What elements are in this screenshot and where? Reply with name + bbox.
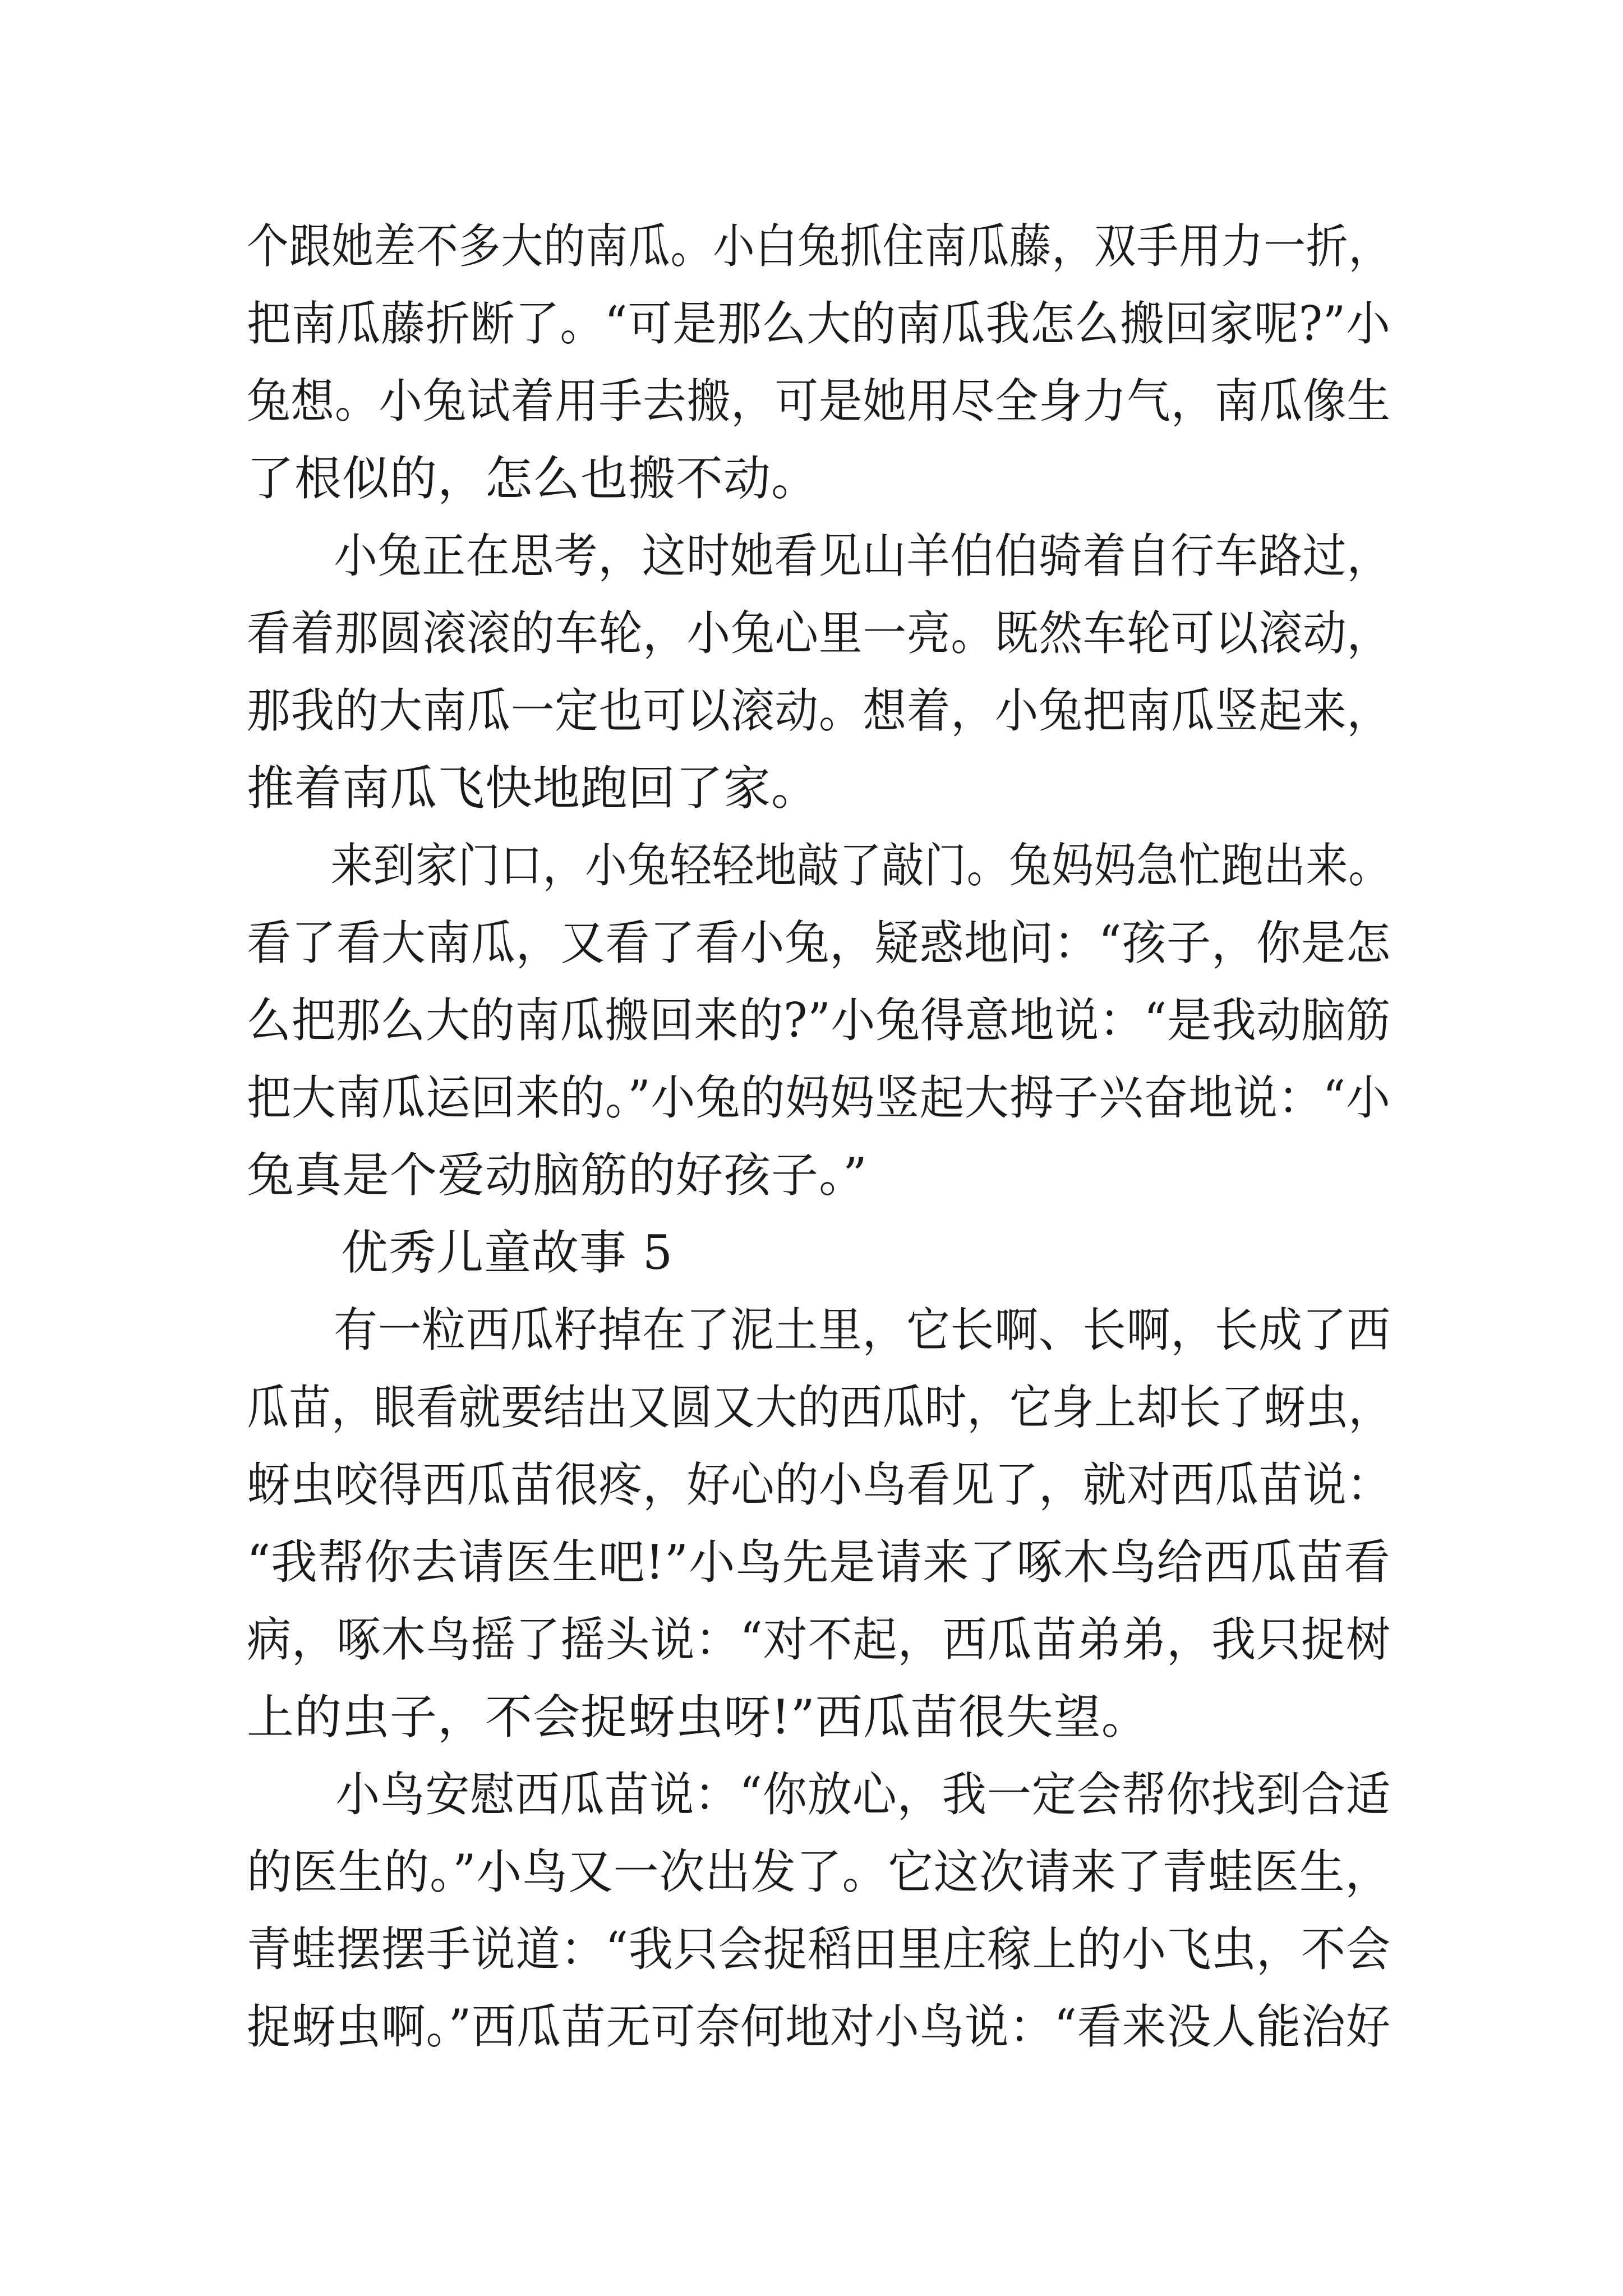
text-line: “我帮你去请医生吧!”小鸟先是请来了啄木鸟给西瓜苗看 xyxy=(247,1535,1391,1590)
text-line: 么把那么大的南瓜搬回来的?”小兔得意地说：“是我动脑筋 xyxy=(247,993,1391,1048)
text-line: 瓜苗，眼看就要结出又圆又大的西瓜时，它身上却长了蚜虫， xyxy=(247,1380,1391,1435)
text-line: 上的虫子，不会捉蚜虫呀!”西瓜苗很失望。 xyxy=(247,1690,1149,1745)
paragraph-start-line: 优秀儿童故事 5 xyxy=(341,1225,674,1280)
text-line: 把大南瓜运回来的。”小兔的妈妈竖起大拇子兴奋地说：“小 xyxy=(247,1070,1391,1125)
text-line: 兔真是个爱动脑筋的好孩子。” xyxy=(247,1148,868,1203)
text-line: 了根似的，怎么也搬不动。 xyxy=(247,451,819,506)
text-line: 病，啄木鸟摇了摇头说：“对不起，西瓜苗弟弟，我只捉树 xyxy=(247,1612,1391,1667)
text-line: 个跟她差不多大的南瓜。小白兔抓住南瓜藤，双手用力一折， xyxy=(247,219,1391,274)
text-line: 看着那圆滚滚的车轮，小兔心里一亮。既然车轮可以滚动， xyxy=(247,606,1391,661)
paragraph-start-line: 小兔正在思考，这时她看见山羊伯伯骑着自行车路过， xyxy=(334,528,1391,583)
story-text xyxy=(247,208,1391,2065)
text-line: 的医生的。”小鸟又一次出发了。它这次请来了青蛙医生， xyxy=(247,1844,1391,1899)
text-line: 推着南瓜飞快地跑回了家。 xyxy=(247,761,819,816)
text-line: 看了看大南瓜，又看了看小兔，疑惑地问：“孩子，你是怎 xyxy=(247,915,1391,970)
paragraph-start-line: 有一粒西瓜籽掉在了泥土里，它长啊、长啊，长成了西 xyxy=(334,1303,1391,1358)
text-line: 兔想。小兔试着用手去搬，可是她用尽全身力气，南瓜像生 xyxy=(247,374,1391,429)
text-line: 捉蚜虫啊。”西瓜苗无可奈何地对小鸟说：“看来没人能治好 xyxy=(247,1999,1391,2054)
text-line: 把南瓜藤折断了。“可是那么大的南瓜我怎么搬回家呢?”小 xyxy=(247,296,1391,351)
text-line: 蚜虫咬得西瓜苗很疼，好心的小鸟看见了，就对西瓜苗说： xyxy=(247,1457,1391,1512)
paragraph-start-line: 来到家门口，小兔轻轻地敲了敲门。兔妈妈急忙跑出来。 xyxy=(330,838,1391,893)
text-line: 那我的大南瓜一定也可以滚动。想着，小兔把南瓜竖起来， xyxy=(247,683,1391,738)
paragraph-start-line: 小鸟安慰西瓜苗说：“你放心，我一定会帮你找到合适 xyxy=(335,1767,1391,1822)
text-line: 青蛙摆摆手说道：“我只会捉稻田里庄稼上的小飞虫，不会 xyxy=(247,1922,1391,1977)
